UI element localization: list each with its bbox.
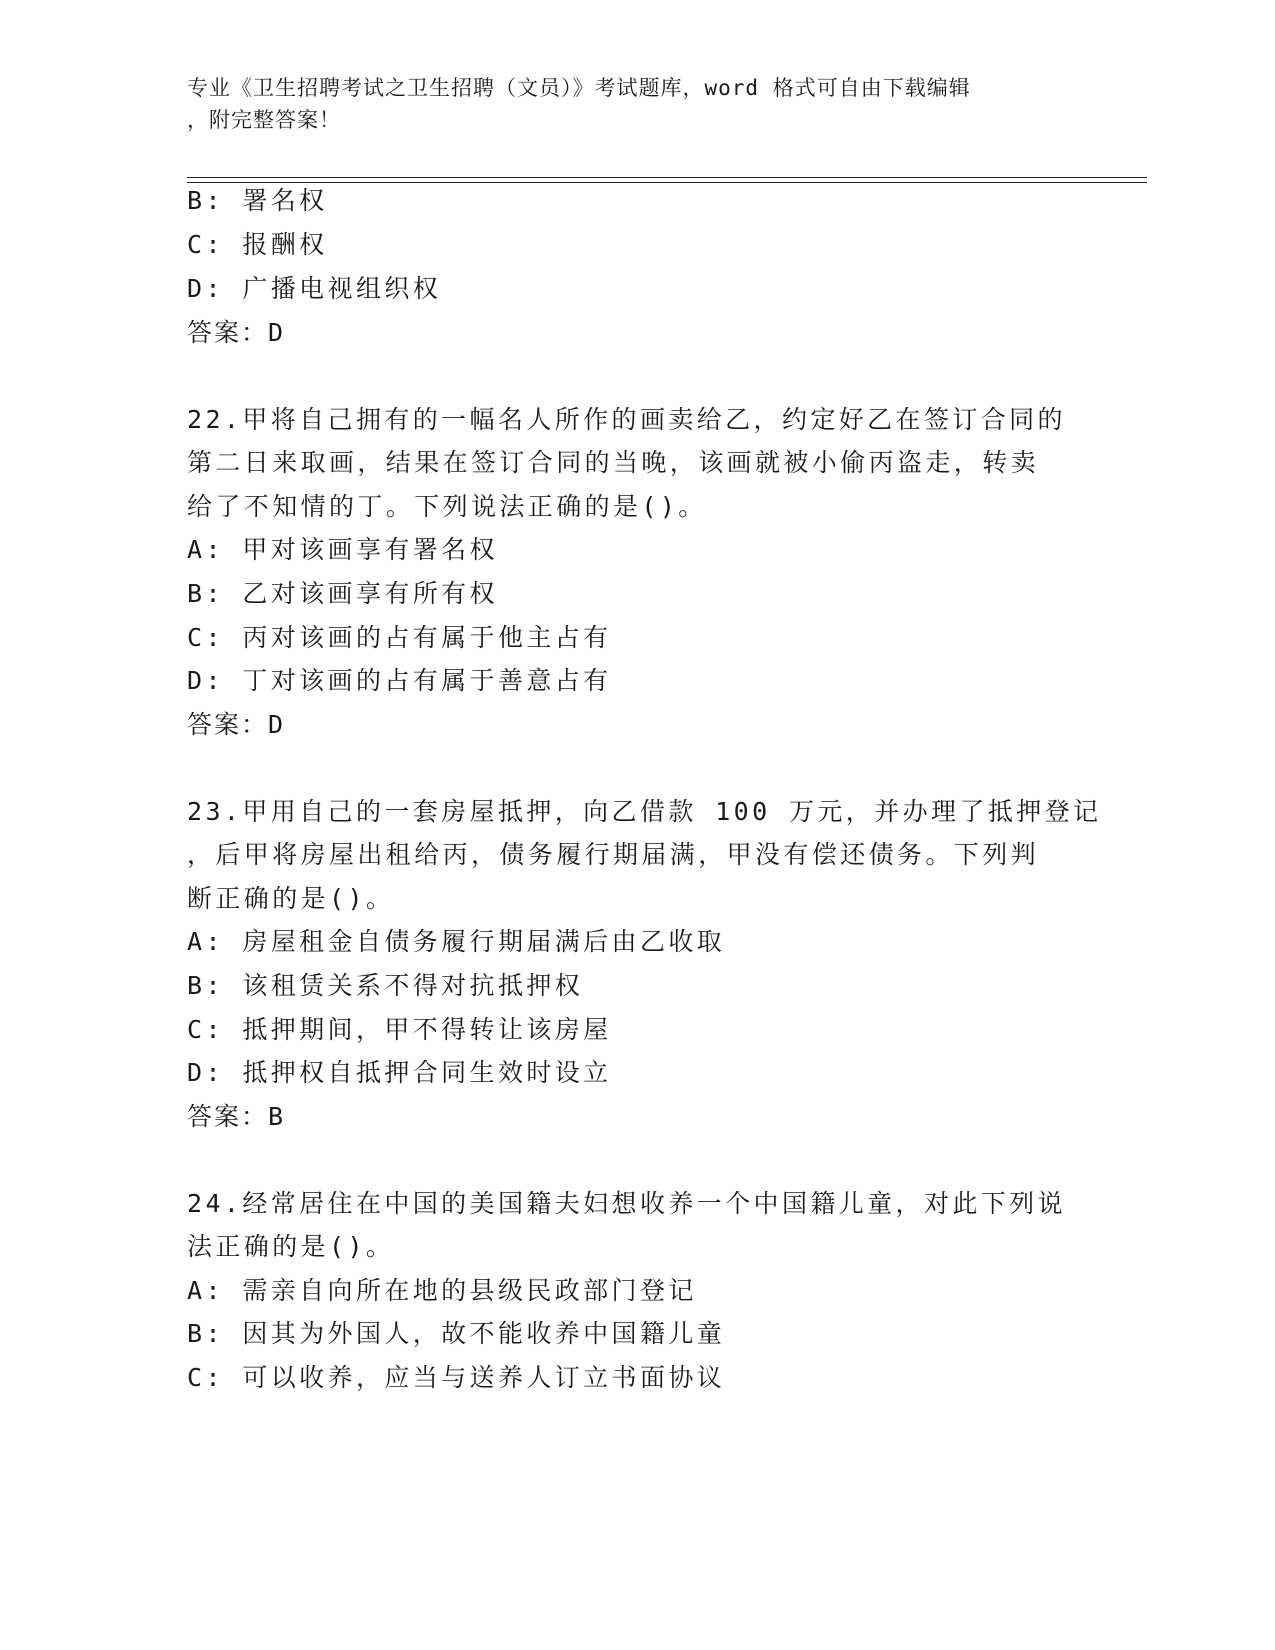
option-c: C: 抵押期间，甲不得转让该房屋 xyxy=(187,1015,612,1044)
question-22-line-1: 22.甲将自己拥有的一幅名人所作的画卖给乙，约定好乙在签订合同的 xyxy=(187,405,1066,434)
document-page xyxy=(187,0,1147,1650)
header-line-1: 专业《卫生招聘考试之卫生招聘（文员）》考试题库，word 格式可自由下载编辑 xyxy=(187,76,971,100)
option-c: C: 丙对该画的占有属于他主占有 xyxy=(187,623,612,652)
option-d: D: 丁对该画的占有属于善意占有 xyxy=(187,666,612,695)
option-b: B: 乙对该画享有所有权 xyxy=(187,579,498,608)
question-24-line-1: 24.经常居住在中国的美国籍夫妇想收养一个中国籍儿童，对此下列说 xyxy=(187,1189,1066,1218)
header-divider xyxy=(187,177,1147,183)
option-a: A: 房屋租金自债务履行期届满后由乙收取 xyxy=(187,927,726,956)
option-d: D: 广播电视组织权 xyxy=(187,274,442,303)
option-a: A: 甲对该画享有署名权 xyxy=(187,535,498,564)
question-23-line-2: ，后甲将房屋出租给丙，债务履行期届满，甲没有偿还债务。下列判 xyxy=(187,840,1040,869)
question-22-line-3: 给了不知情的丁。下列说法正确的是()。 xyxy=(187,492,707,521)
option-d: D: 抵押权自抵押合同生效时设立 xyxy=(187,1058,612,1087)
option-c: C: 报酬权 xyxy=(187,230,328,259)
question-23-line-3: 断正确的是()。 xyxy=(187,884,395,913)
answer-line: 答案：D xyxy=(187,710,286,739)
option-a: A: 需亲自向所在地的县级民政部门登记 xyxy=(187,1276,697,1305)
answer-line: 答案：D xyxy=(187,318,286,347)
question-22-line-2: 第二日来取画，结果在签订合同的当晚，该画就被小偷丙盗走，转卖 xyxy=(187,448,1040,477)
option-b: B: 该租赁关系不得对抗抵押权 xyxy=(187,971,584,1000)
option-c: C: 可以收养，应当与送养人订立书面协议 xyxy=(187,1363,726,1392)
question-23-line-1: 23.甲用自己的一套房屋抵押，向乙借款 100 万元，并办理了抵押登记 xyxy=(187,797,1102,826)
answer-line: 答案：B xyxy=(187,1102,286,1131)
question-24-line-2: 法正确的是()。 xyxy=(187,1232,395,1261)
document-header xyxy=(187,72,1087,136)
option-b: B: 署名权 xyxy=(187,186,328,215)
header-line-2: ，附完整答案！ xyxy=(187,108,341,132)
option-b: B: 因其为外国人，故不能收养中国籍儿童 xyxy=(187,1319,726,1348)
